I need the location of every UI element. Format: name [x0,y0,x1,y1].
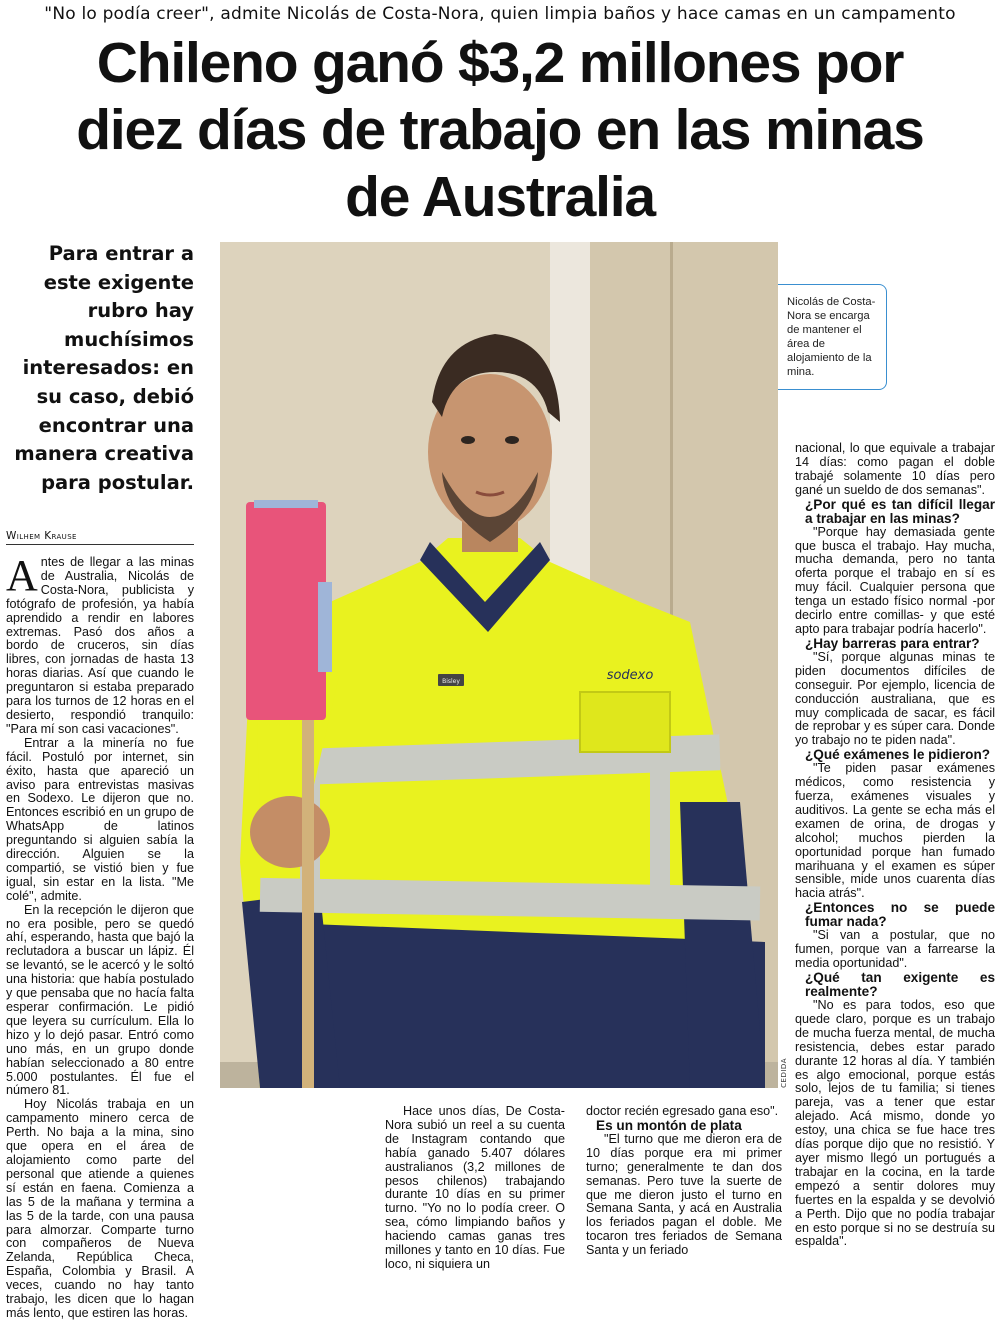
question: ¿Qué tan exigente es realmente? [805,970,995,999]
photo-illustration [220,242,778,1088]
question: ¿Hay barreras para entrar? [805,635,980,651]
shirt-tag: Bisley [442,678,460,685]
paragraph: Hace unos días, De Costa-Nora subió un reel a su cuenta de Instagram contando que había ganado 5.407 dólares australianos (3,2 millones de pesos chilenos) trabajando durante 10 días en su primer turno. "Yo no lo podía creer. O sea, cómo limpiando baños y haciendo camas ganas tres millones y tanto en 10 días. Fue loco, ni siquiera un [385,1104,565,1271]
answer: "Si van a postular, que no fumen, porque van a farrearse la media oportunidad". [795,928,995,971]
paragraph: doctor recién egresado gana eso". [586,1104,779,1118]
answer: "Sí, porque algunas minas te piden documentos difíciles de conseguir. Por ejemplo, licencia de conducción australiana, que es muy complicada de sacar, es fácil de reprobar y es súper cara. Donde yo trabajo no te piden nada". [795,649,995,748]
article-photo [220,242,778,1088]
paragraph: En la recepción le dijeron que no era posible, pero se quedó ahí, esperando, hasta que bajó la reclutadora a buscar un lápiz. Él se levantó, se le acercó y le soltó una historia: que había postulado y que pensaba que no hacía falta esperar confirmación. Le pidió que leyera su currículum. Ella lo hizo y lo dejó pasar. Entró como uno más, en un grupo donde habían seleccionado a 80 entre 5.000 postulantes. Él fue el número 81. [6,902,194,1098]
paragraph: Hoy Nicolás trabaja en un campamento minero cerca de Perth. No baja a la mina, sino que opera en el área de alojamiento como parte del personal que atiende a quienes sí están en faena. Comienza a las 5 de la mañana y termina a las 5 de la tarde, con una pausa para almorzar. Comparte turno con compañeros de Nueva Zelanda, República Checa, España, Colombia y Brasil. A veces, cuando no hay tanto trabajo, les dicen que lo hagan más lento, que estiren las horas. [6,1097,194,1320]
paragraph [6,551,194,737]
column-4 [795,442,995,1249]
photo-caption-box [778,284,887,390]
lede: Para entrar a este exigente rubro hay muchísimos interesados: en su caso, debió encontrar una manera creativa para postular. [14,242,194,494]
byline-author: Wilhem Krause [6,530,77,542]
paragraph-text: ntes de llegar a las minas de Australia, Nicolás de Costa-Nora, publicista y fotógrafo de profesión, ya había aprendido a rendir en labores extremas. Pasó dos años a bordo de cruceros, sin días libres, con jornadas de hasta 13 horas diarias. Así que cuando le preguntaron si estaba preparado para los turnos de 12 horas en el desierto, respondió tranquilo: "Para mí son casi vacaciones". [6,555,194,736]
column-1 [6,551,194,1321]
paragraph: "El turno que me dieron era de 10 días porque era mi primer turno; generalmente te dan dos semanas. Pero tuve la suerte de que me dieron justo el turno en Semana Santa, y acá en Australia los feriados pagan el doble. Me tocaron tres feriados de Semana Santa y un feriado [586,1131,782,1258]
subheading: Es un montón de plata [596,1117,742,1133]
answer: "Te piden pasar exámenes médicos, como resistencia y fuerza, exámenes visuales y auditivos. La gente se echa más el examen de orina, de drogas y alcohol; muchos pierden la oportunidad porque han fumado marihuana y el examen es súper sensible, mide unos cuarenta días hacia atrás". [795,761,995,901]
kicker: "No lo podía creer", admite Nicolás de Costa-Nora, quien limpia baños y hace camas en un campamento [44,4,956,24]
byline [6,530,194,545]
paragraph: Entrar a la minería no fue fácil. Postuló por internet, sin éxito, hasta que apareció un aviso para entrevistas masivas en Sodexo. Le dijeron que no. Entonces escribió en un grupo de WhatsApp de latinos preguntando si alguien sabía la dirección. Alguien se la compartió, se vistió bien y fue igual, sin estar en la lista. "Me colé", admite. [6,735,194,903]
photo-credit: CEDIDA [780,1058,788,1088]
column-3 [586,1105,782,1258]
headline: Chileno ganó $3,2 millones por diez días de trabajo en las minas de Australia [76,31,924,229]
photo-caption: Nicolás de Costa-Nora se encarga de mantener el área de alojamiento de la mina. [787,296,876,378]
answer: "No es para todos, eso que quede claro, porque es un trabajo de mucha fuerza mental, de mucha resistencia, debes estar parado durante 12 horas al día. Y también es algo emocional, porque estás solo, lejos de tu familia; si tienes pareja, vas a tener que estar alejado. Acá mismo, donde yo estoy, una chica se fue hace tres días porque dijo que no resistió. Y ayer mismo llegó un portugués a trabajar en la cocina, en la tarde empezó a sentir dolores muy fuertes en la espalda y se devolvió a Perth. Dijo que no podía trabajar en esto porque si no se destruía su espalda". [795,998,995,1249]
shirt-logo: sodexo [606,668,654,683]
question: ¿Qué exámenes le pidieron? [805,747,991,763]
question: ¿Por qué es tan difícil llegar a trabajar en las minas? [805,496,995,526]
paragraph: nacional, lo que equivale a trabajar 14 días: como pagan el doble trabajé solamente 10 días pero gané un sueldo de dos semanas". [795,441,995,497]
answer: "Porque hay demasiada gente que busca el trabajo. Hay mucha, mucha demanda, pero no tanta oferta porque el trabajo en sí es muy fácil. Cualquier persona que tenga un estado físico normal -por decirlo entre comillas- y que esté apto para trabajar podría hacerlo". [795,524,995,636]
question: ¿Entonces no se puede fumar nada? [805,900,995,930]
drop-cap: A [6,551,38,600]
